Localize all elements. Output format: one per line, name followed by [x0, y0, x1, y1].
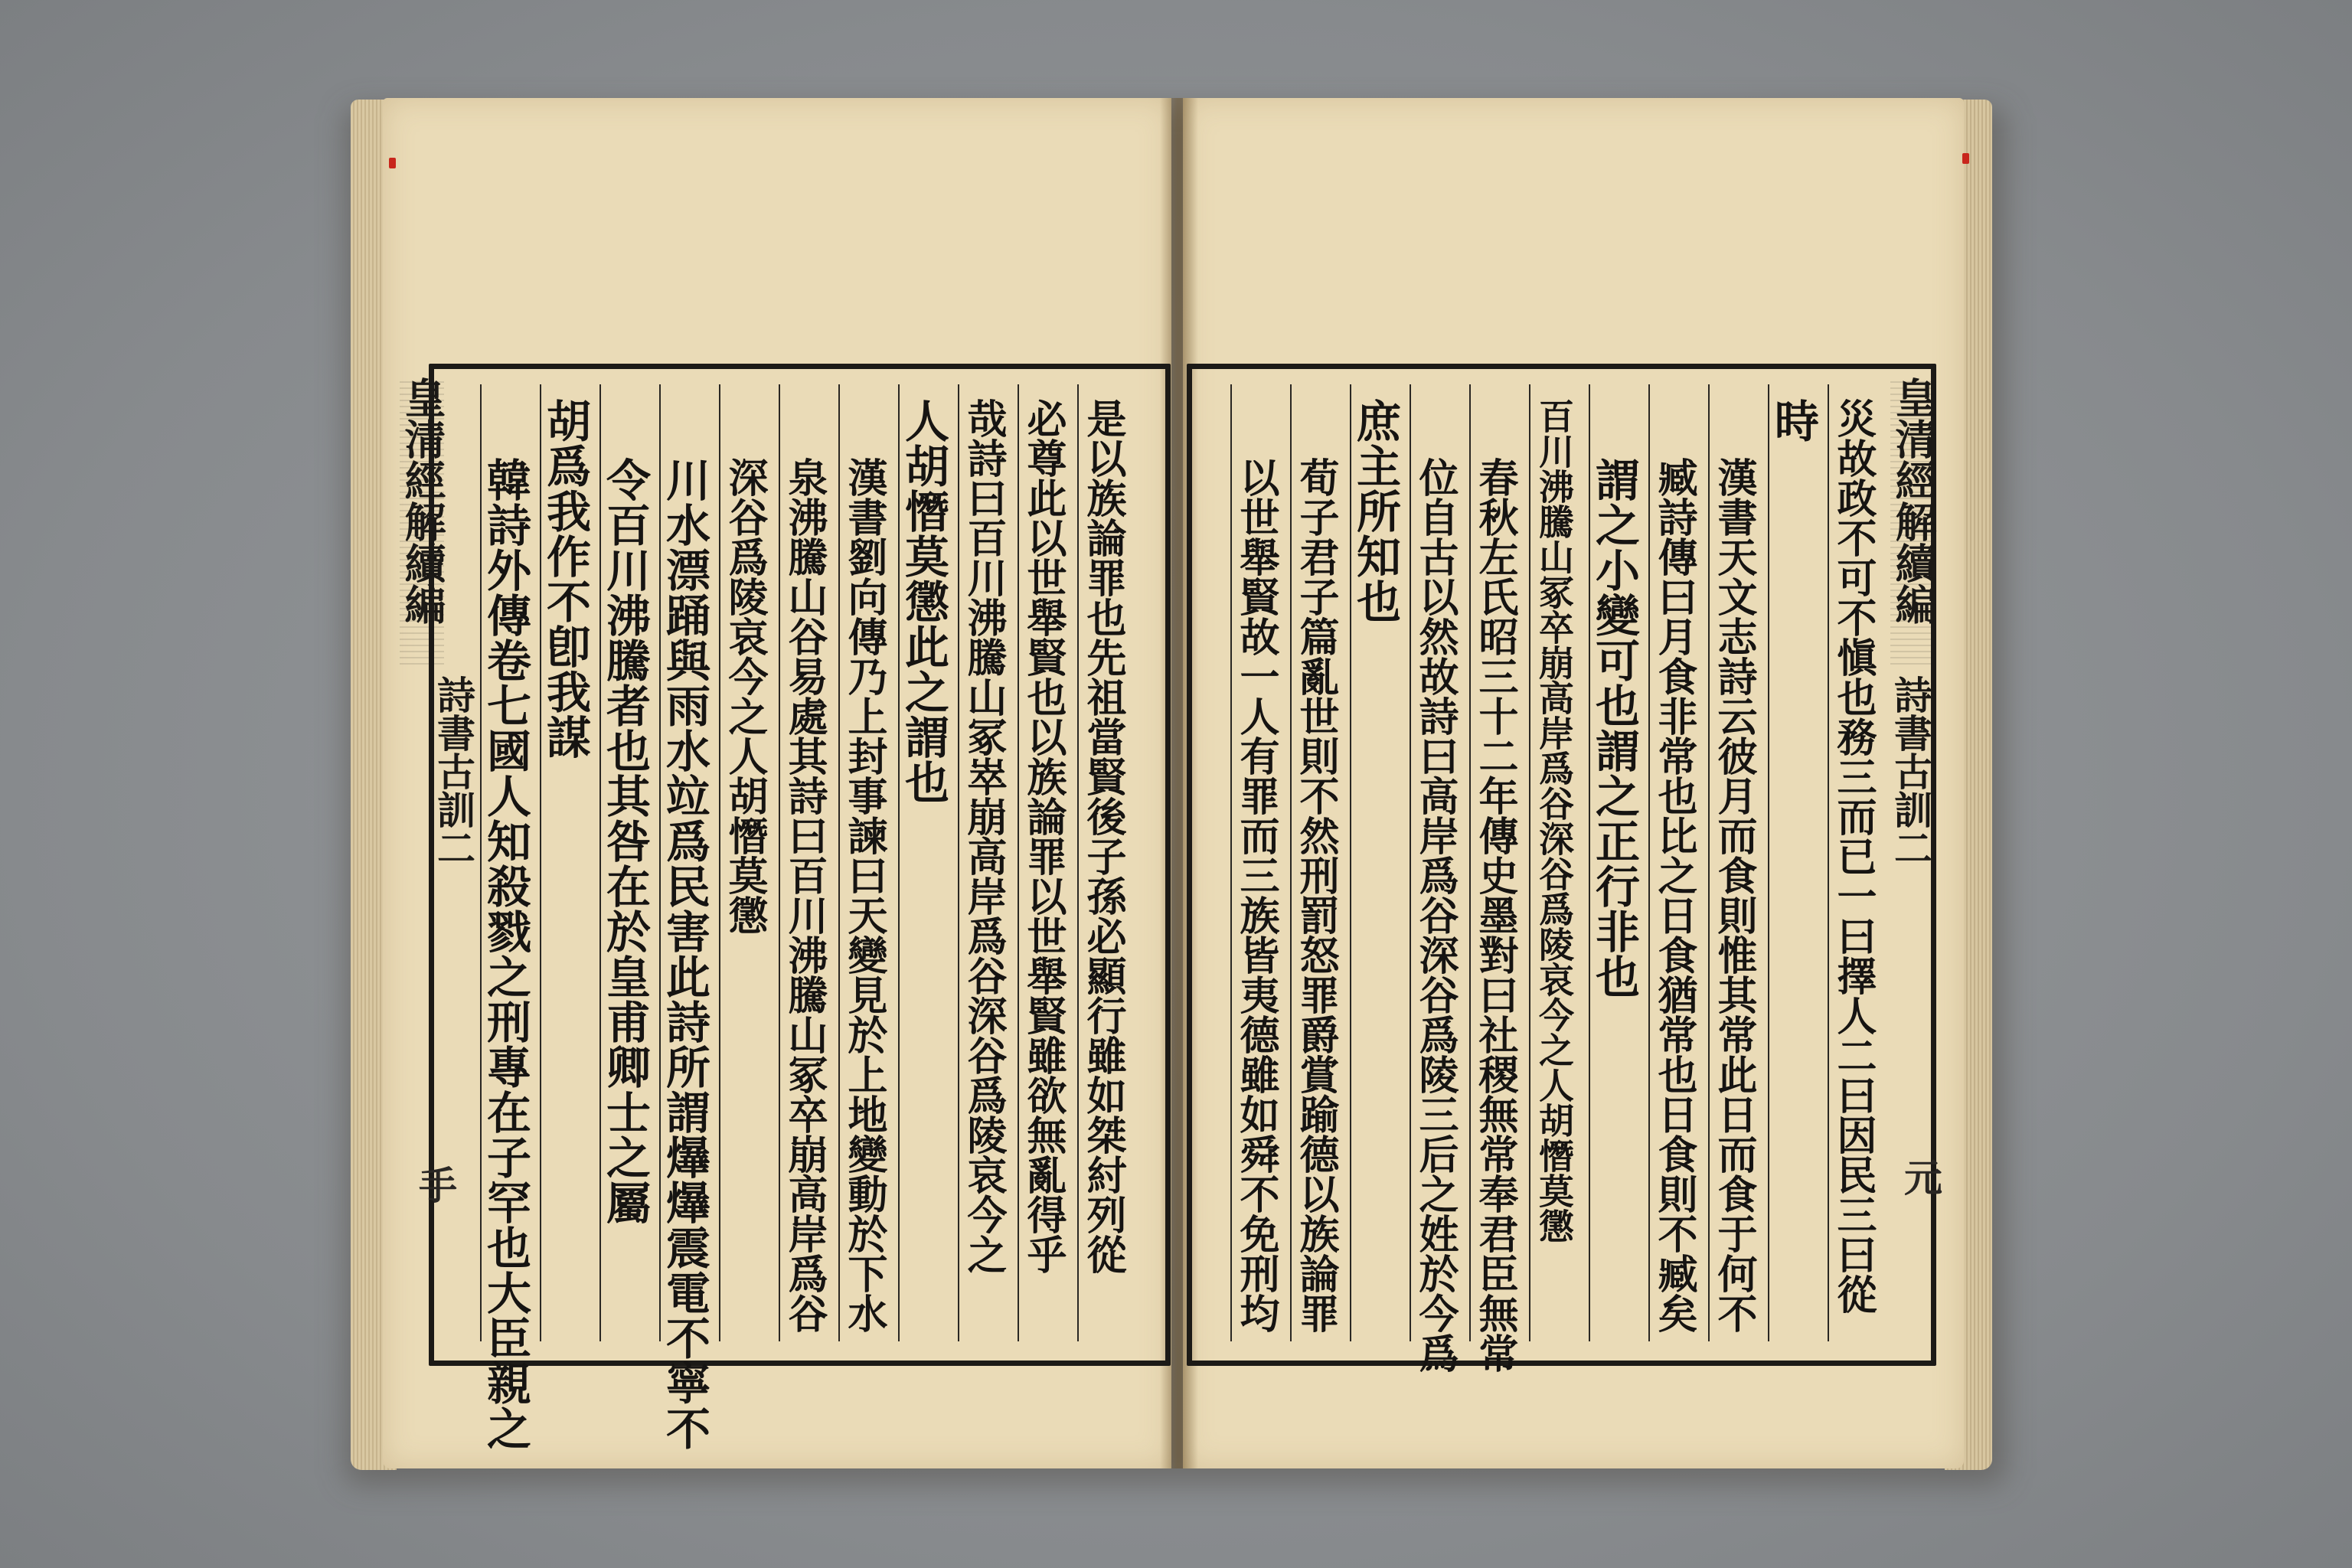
- right-column-6: 百川沸騰山冢卒崩高岸爲谷深谷爲陵哀今之人胡憯莫懲: [1529, 384, 1590, 1341]
- right-column-1: 災故政不可不愼也務三而已一曰擇人二曰因民三曰從: [1828, 384, 1889, 1341]
- left-page-number: 手: [413, 1165, 458, 1204]
- right-column-8: 位自古以然故詩曰高岸爲谷深谷爲陵三后之姓於今爲: [1410, 384, 1471, 1341]
- left-text-frame: [398, 364, 1171, 1451]
- left-column-10: 胡爲我作不卽我謀: [540, 384, 601, 1341]
- right-column-4: 臧詩傳曰月食非常也比之日食猶常也日食則不臧矣: [1648, 384, 1710, 1341]
- right-text-frame: [1187, 364, 1943, 1373]
- left-column-5: 漢書劉向傳乃上封事諫曰天變見於上地變動於下水: [838, 384, 900, 1341]
- left-section-title: 詩書古訓二: [431, 675, 476, 867]
- left-column-7: 深谷爲陵哀今之人胡憯莫懲: [719, 384, 780, 1341]
- left-column-6: 泉沸騰山谷易處其詩曰百川沸騰山冢卒崩高岸爲谷: [779, 384, 840, 1341]
- right-column-7: 春秋左氏昭三十二年傳史墨對曰社稷無常奉君臣無常: [1469, 384, 1530, 1341]
- left-margin-title: 皇清經解續編: [400, 377, 444, 668]
- red-mark-right: [1962, 153, 1969, 164]
- left-column-4: 人胡憯莫懲此之謂也: [898, 384, 959, 1341]
- right-margin-title: 皇清經解續編: [1890, 377, 1935, 668]
- right-page-number: 元: [1898, 1158, 1943, 1196]
- right-column-2: 時: [1768, 384, 1829, 1341]
- right-column-10: 荀子君子篇亂世則不然刑罰怒罪爵賞踰德以族論罪: [1290, 384, 1351, 1341]
- left-column-3: 哉詩曰百川沸騰山冢崒崩高岸爲谷深谷爲陵哀今之: [958, 384, 1019, 1341]
- red-mark-left: [389, 158, 396, 168]
- right-column-3: 漢書天文志詩云彼月而食則惟其常此日而食于何不: [1708, 384, 1769, 1341]
- right-column-11: 以世舉賢故一人有罪而三族皆夷德雖如舜不免刑均: [1230, 384, 1292, 1341]
- right-column-9: 庶主所知也: [1350, 384, 1411, 1341]
- left-column-8: 川水漂踊與雨水竝爲民害此詩所謂爗爗震電不寧不: [659, 384, 720, 1341]
- left-column-1: 是以族論罪也先祖當賢後子孫必顯行雖如桀紂列從: [1077, 384, 1138, 1341]
- right-section-title: 詩書古訓二: [1888, 675, 1933, 867]
- left-column-9: 令百川沸騰者也其咎在於皇甫卿士之屬: [599, 384, 661, 1341]
- right-column-5: 謂之小變可也謂之正行非也: [1589, 384, 1650, 1341]
- left-column-11: 韓詩外傳卷七國人知殺戮之刑專在子罕也大臣親之: [480, 384, 541, 1341]
- left-column-2: 必尊此以世舉賢也以族論罪以世舉賢雖欲無亂得乎: [1018, 384, 1079, 1341]
